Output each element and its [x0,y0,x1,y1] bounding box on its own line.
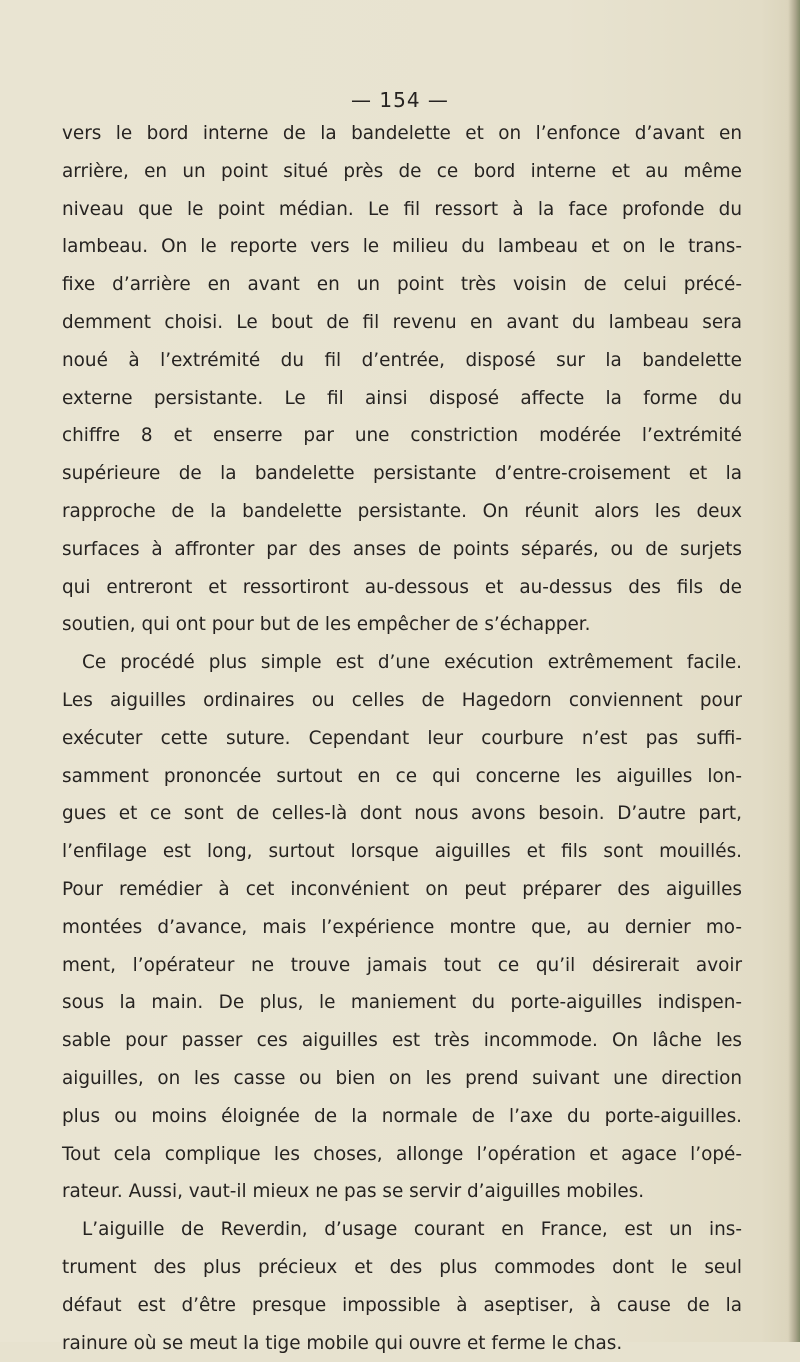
page-edge-shadow [788,0,800,1342]
text-line: vers le bord interne de la bandelette et on l’enfonce d’avant en [62,115,742,153]
text-line: Tout cela complique les choses, allonge l’opération et agace l’opé- [62,1136,742,1174]
text-line: rainure où se meut la tige mobile qui ouvre et ferme le chas. [62,1325,742,1362]
text-line: externe persistante. Le fil ainsi disposé affecte la forme du [62,380,742,418]
text-line: noué à l’extrémité du fil d’entrée, disposé sur la bandelette [62,342,742,380]
text-line: lambeau. On le reporte vers le milieu du lambeau et on le trans- [62,228,742,266]
text-line: qui entreront et ressortiront au-dessous et au-dessus des fils de [62,569,742,607]
text-line: sous la main. De plus, le maniement du porte-aiguilles indispen- [62,984,742,1022]
text-line: rateur. Aussi, vaut-il mieux ne pas se servir d’aiguilles mobiles. [62,1173,742,1211]
text-line: aiguilles, on les casse ou bien on les prend suivant une direction [62,1060,742,1098]
text-line: sable pour passer ces aiguilles est très incommode. On lâche les [62,1022,742,1060]
text-line: gues et ce sont de celles-là dont nous avons besoin. D’autre part, [62,795,742,833]
text-line: fixe d’arrière en avant en un point très voisin de celui précé- [62,266,742,304]
text-line: arrière, en un point situé près de ce bord interne et au même [62,153,742,191]
text-line: exécuter cette suture. Cependant leur courbure n’est pas suffi- [62,720,742,758]
text-line-indented: Ce procédé plus simple est d’une exécution extrêmement facile. [62,644,742,682]
text-line: Les aiguilles ordinaires ou celles de Hagedorn conviennent pour [62,682,742,720]
text-line: samment prononcée surtout en ce qui concerne les aiguilles lon- [62,758,742,796]
text-line: surfaces à affronter par des anses de points séparés, ou de surjets [62,531,742,569]
page-number: — 154 — [0,88,800,112]
text-line: soutien, qui ont pour but de les empêcher de s’échapper. [62,606,742,644]
text-line: trument des plus précieux et des plus commodes dont le seul [62,1249,742,1287]
text-line: demment choisi. Le bout de fil revenu en avant du lambeau sera [62,304,742,342]
text-line: montées d’avance, mais l’expérience montre que, au dernier mo- [62,909,742,947]
text-line: Pour remédier à cet inconvénient on peut préparer des aiguilles [62,871,742,909]
text-line: défaut est d’être presque impossible à aseptiser, à cause de la [62,1287,742,1325]
text-line: chiffre 8 et enserre par une constriction modérée l’extrémité [62,417,742,455]
text-line-indented: L’aiguille de Reverdin, d’usage courant en France, est un ins- [62,1211,742,1249]
text-line: niveau que le point médian. Le fil ressort à la face profonde du [62,191,742,229]
text-line: ment, l’opérateur ne trouve jamais tout ce qu’il désirerait avoir [62,947,742,985]
body-text [62,115,742,1362]
text-line: rapproche de la bandelette persistante. On réunit alors les deux [62,493,742,531]
text-line: plus ou moins éloignée de la normale de l’axe du porte-aiguilles. [62,1098,742,1136]
text-line: supérieure de la bandelette persistante d’entre-croisement et la [62,455,742,493]
text-line: l’enfilage est long, surtout lorsque aiguilles et fils sont mouillés. [62,833,742,871]
